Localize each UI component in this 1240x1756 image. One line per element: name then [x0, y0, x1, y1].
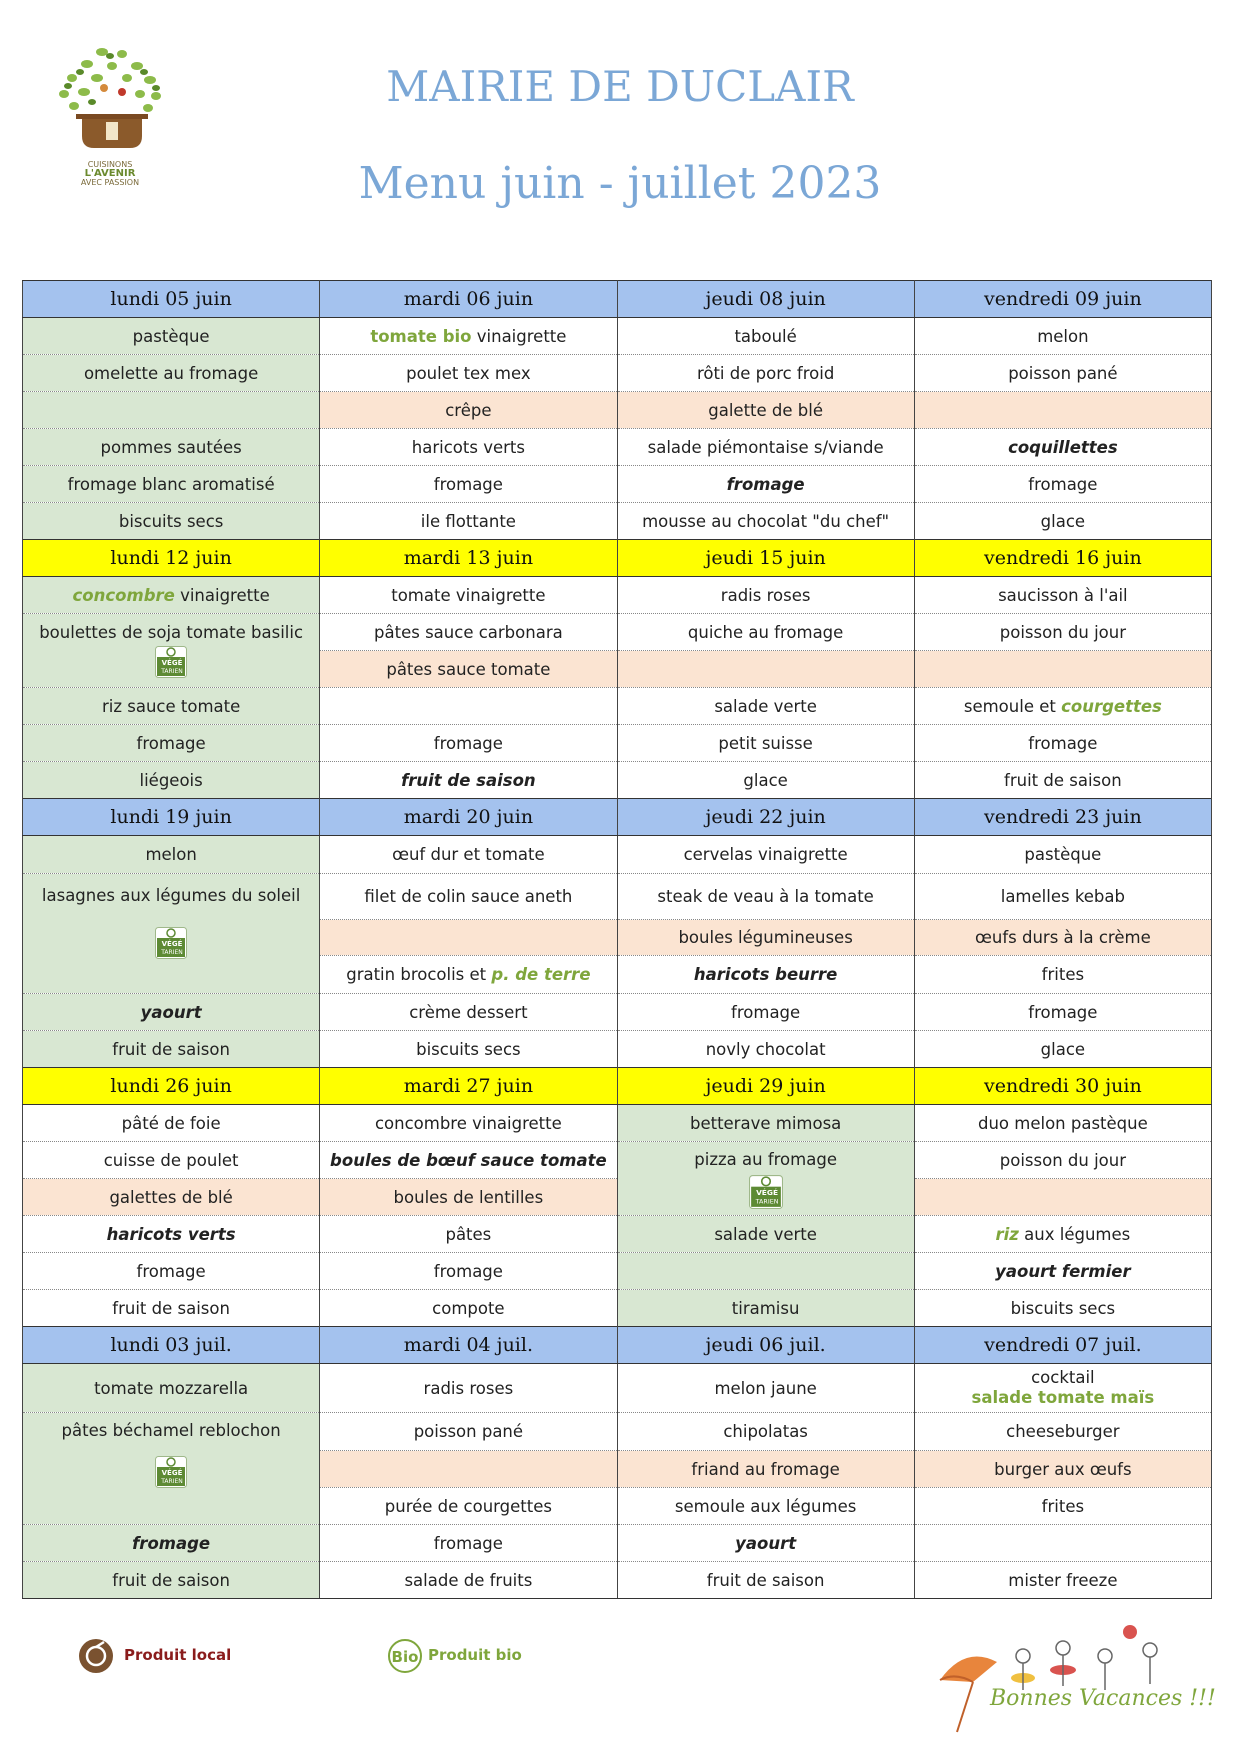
- alternative-cell: galettes de blé: [23, 1179, 320, 1216]
- menu-cell: radis roses: [320, 1364, 617, 1413]
- menu-text: boulettes de soja tomate basilic: [39, 623, 304, 642]
- menu-cell: concombre vinaigrette: [320, 1105, 617, 1142]
- week-1-day-headers: [23, 281, 1212, 318]
- day-header: vendredi 30 juin: [914, 1068, 1211, 1105]
- alternative-cell: [617, 651, 914, 688]
- day-header: jeudi 22 juin: [617, 799, 914, 836]
- menu-cell: cuisse de poulet: [23, 1142, 320, 1179]
- day-header: mardi 27 juin: [320, 1068, 617, 1105]
- week-2-dairy-row: [23, 725, 1212, 762]
- menu-cell: pastèque: [23, 318, 320, 355]
- menu-cell: riz sauce tomate: [23, 688, 320, 725]
- logo-text: [52, 160, 168, 187]
- menu-cell: salade verte: [617, 1216, 914, 1253]
- menu-cell: fruit de saison: [23, 1290, 320, 1327]
- day-header: vendredi 23 juin: [914, 799, 1211, 836]
- menu-cell: [320, 688, 617, 725]
- week-1-side-row: [23, 429, 1212, 466]
- alternative-cell: galette de blé: [617, 392, 914, 429]
- week-5-day-headers: [23, 1327, 1212, 1364]
- vegetarian-icon: [749, 1175, 783, 1209]
- menu-cell: chipolatas: [617, 1413, 914, 1451]
- menu-cell: cheeseburger: [914, 1413, 1211, 1451]
- menu-cell: tiramisu: [617, 1290, 914, 1327]
- menu-cell: ile flottante: [320, 503, 617, 540]
- menu-cell: duo melon pastèque: [914, 1105, 1211, 1142]
- menu-cell: fromage: [914, 994, 1211, 1031]
- week-3-main-row: [23, 874, 1212, 920]
- logo-line2: L'AVENIR: [84, 168, 136, 179]
- alternative-cell: [914, 1179, 1211, 1216]
- menu-cell: [23, 1413, 320, 1525]
- menu-cell: [914, 688, 1211, 725]
- bio-item: haricots verts: [23, 1216, 320, 1253]
- menu-cell: pâtes: [320, 1216, 617, 1253]
- alternative-cell: boules légumineuses: [617, 920, 914, 956]
- menu-text: vinaigrette: [180, 585, 270, 605]
- menu-table: [22, 280, 1212, 1599]
- logo-line1: CUISINONS: [87, 160, 133, 169]
- alternative-cell: [914, 392, 1211, 429]
- menu-cell: salade verte: [617, 688, 914, 725]
- menu-cell: frites: [914, 956, 1211, 994]
- menu-cell: [23, 392, 320, 429]
- logo-line3: AVEC PASSION: [80, 178, 140, 187]
- day-header: mardi 20 juin: [320, 799, 617, 836]
- menu-cell: semoule aux légumes: [617, 1488, 914, 1525]
- menu-cell: pommes sautées: [23, 429, 320, 466]
- menu-cell: melon: [914, 318, 1211, 355]
- menu-cell: rôti de porc froid: [617, 355, 914, 392]
- menu-cell: liégeois: [23, 762, 320, 799]
- menu-cell: poisson pané: [320, 1413, 617, 1451]
- page-subtitle: Menu juin - juillet 2023: [358, 158, 882, 209]
- legend-local: [78, 1638, 232, 1674]
- menu-text: vinaigrette: [476, 326, 567, 346]
- menu-text: aux légumes: [1024, 1224, 1131, 1244]
- svg-text:Bio: Bio: [391, 1648, 419, 1666]
- menu-cell: salade piémontaise s/viande: [617, 429, 914, 466]
- week-4-dessert-row: [23, 1290, 1212, 1327]
- week-1-dessert-row: [23, 503, 1212, 540]
- menu-cell: fruit de saison: [914, 762, 1211, 799]
- week-4-starter-row: [23, 1105, 1212, 1142]
- alternative-cell: [914, 651, 1211, 688]
- menu-cell: haricots verts: [320, 429, 617, 466]
- menu-cell: glace: [617, 762, 914, 799]
- day-header: lundi 03 juil.: [23, 1327, 320, 1364]
- menu-cell: [914, 1525, 1211, 1562]
- menu-cell: pâté de foie: [23, 1105, 320, 1142]
- local-product-icon: [78, 1638, 116, 1674]
- week-1-dairy-row: [23, 466, 1212, 503]
- menu-text: semoule et: [963, 696, 1056, 716]
- day-header: lundi 12 juin: [23, 540, 320, 577]
- day-header: jeudi 15 juin: [617, 540, 914, 577]
- menu-cell: glace: [914, 1031, 1211, 1068]
- menu-cell: [23, 577, 320, 614]
- week-2-main-row: [23, 614, 1212, 651]
- alternative-cell: crêpe: [320, 392, 617, 429]
- menu-cell: fromage blanc aromatisé: [23, 466, 320, 503]
- day-header: jeudi 06 juil.: [617, 1327, 914, 1364]
- menu-text: lasagnes aux légumes du soleil: [41, 886, 301, 905]
- bio-item: haricots beurre: [617, 956, 914, 994]
- menu-cell: radis roses: [617, 577, 914, 614]
- bio-item: fruit de saison: [320, 762, 617, 799]
- menu-cell: tomate vinaigrette: [320, 577, 617, 614]
- menu-cell: fromage: [320, 466, 617, 503]
- alternative-cell: [320, 920, 617, 956]
- menu-cell: [617, 1142, 914, 1216]
- day-header: vendredi 07 juil.: [914, 1327, 1211, 1364]
- menu-cell: fromage: [23, 1253, 320, 1290]
- bio-item: concombre: [72, 585, 175, 605]
- day-header: lundi 26 juin: [23, 1068, 320, 1105]
- week-5-main-row: [23, 1413, 1212, 1451]
- menu-cell: poisson pané: [914, 355, 1211, 392]
- legend-local-label: Produit local: [124, 1646, 232, 1664]
- menu-cell: omelette au fromage: [23, 355, 320, 392]
- menu-cell: fruit de saison: [23, 1031, 320, 1068]
- day-header: lundi 19 juin: [23, 799, 320, 836]
- day-header: jeudi 08 juin: [617, 281, 914, 318]
- week-1-main-row: [23, 355, 1212, 392]
- menu-cell: frites: [914, 1488, 1211, 1525]
- menu-cell: pâtes sauce carbonara: [320, 614, 617, 651]
- week-2-dessert-row: [23, 762, 1212, 799]
- menu-cell: fromage: [320, 1525, 617, 1562]
- week-2-starter-row: [23, 577, 1212, 614]
- week-5-starter-row: [23, 1364, 1212, 1413]
- menu-cell: melon: [23, 836, 320, 874]
- menu-cell: fromage: [320, 1253, 617, 1290]
- menu-cell: mister freeze: [914, 1562, 1211, 1599]
- menu-cell: saucisson à l'ail: [914, 577, 1211, 614]
- day-header: lundi 05 juin: [23, 281, 320, 318]
- menu-cell: biscuits secs: [320, 1031, 617, 1068]
- week-3-dessert-row: [23, 1031, 1212, 1068]
- week-4-side-row: [23, 1216, 1212, 1253]
- page-title: MAIRIE DE DUCLAIR: [386, 62, 854, 111]
- bio-item: salade tomate maïs: [971, 1388, 1155, 1407]
- menu-cell: melon jaune: [617, 1364, 914, 1413]
- menu-cell: filet de colin sauce aneth: [320, 874, 617, 920]
- menu-cell: fromage: [914, 466, 1211, 503]
- week-2-day-headers: [23, 540, 1212, 577]
- menu-cell: biscuits secs: [914, 1290, 1211, 1327]
- local-item: yaourt fermier: [914, 1253, 1211, 1290]
- menu-cell: salade de fruits: [320, 1562, 617, 1599]
- bio-item: fromage: [23, 1525, 320, 1562]
- alternative-cell: pâtes sauce tomate: [320, 651, 617, 688]
- bio-item: yaourt: [23, 994, 320, 1031]
- menu-cell: lamelles kebab: [914, 874, 1211, 920]
- menu-cell: fruit de saison: [23, 1562, 320, 1599]
- menu-text: pâtes béchamel reblochon: [61, 1421, 281, 1440]
- week-4-dairy-row: [23, 1253, 1212, 1290]
- bio-item: fromage: [617, 466, 914, 503]
- menu-cell: fromage: [23, 725, 320, 762]
- menu-cell: poisson du jour: [914, 1142, 1211, 1179]
- menu-cell: steak de veau à la tomate: [617, 874, 914, 920]
- menu-text: pizza au fromage: [694, 1150, 837, 1169]
- menu-cell: [23, 874, 320, 994]
- menu-cell: fromage: [914, 725, 1211, 762]
- menu-cell: tomate mozzarella: [23, 1364, 320, 1413]
- menu-cell: [617, 1253, 914, 1290]
- menu-cell: fruit de saison: [617, 1562, 914, 1599]
- menu-cell: [23, 614, 320, 688]
- day-header: mardi 04 juil.: [320, 1327, 617, 1364]
- legend-bio: [388, 1638, 522, 1674]
- day-header: vendredi 16 juin: [914, 540, 1211, 577]
- alternative-cell: [320, 1451, 617, 1488]
- alternative-cell: burger aux œufs: [914, 1451, 1211, 1488]
- day-header: mardi 06 juin: [320, 281, 617, 318]
- legend-bio-label: Produit bio: [428, 1646, 522, 1664]
- menu-cell: mousse au chocolat "du chef": [617, 503, 914, 540]
- menu-cell: [320, 318, 617, 355]
- menu-cell: pastèque: [914, 836, 1211, 874]
- bio-item: p. de terre: [491, 965, 591, 984]
- vegetarian-icon: [155, 1456, 187, 1488]
- bio-item: riz: [995, 1224, 1019, 1244]
- bio-item: coquillettes: [914, 429, 1211, 466]
- menu-cell: poulet tex mex: [320, 355, 617, 392]
- menu-cell: biscuits secs: [23, 503, 320, 540]
- bio-product-icon: [388, 1638, 424, 1674]
- menu-cell: novly chocolat: [617, 1031, 914, 1068]
- menu-cell: purée de courgettes: [320, 1488, 617, 1525]
- week-4-day-headers: [23, 1068, 1212, 1105]
- vegetarian-icon: [155, 646, 187, 678]
- day-header: vendredi 09 juin: [914, 281, 1211, 318]
- week-2-side-row: [23, 688, 1212, 725]
- menu-cell: [914, 1216, 1211, 1253]
- week-4-main-row: [23, 1142, 1212, 1179]
- week-5-dairy-row: [23, 1525, 1212, 1562]
- vegetarian-icon: [155, 927, 187, 959]
- menu-cell: [914, 1364, 1211, 1413]
- menu-text: cocktail: [1031, 1368, 1095, 1387]
- menu-cell: œuf dur et tomate: [320, 836, 617, 874]
- menu-cell: glace: [914, 503, 1211, 540]
- menu-cell: taboulé: [617, 318, 914, 355]
- menu-cell: betterave mimosa: [617, 1105, 914, 1142]
- bio-item: tomate bio: [370, 326, 472, 346]
- bio-item: courgettes: [1061, 696, 1162, 716]
- week-3-day-headers: [23, 799, 1212, 836]
- menu-cell: fromage: [617, 994, 914, 1031]
- week-3-starter-row: [23, 836, 1212, 874]
- menu-cell: cervelas vinaigrette: [617, 836, 914, 874]
- menu-cell: quiche au fromage: [617, 614, 914, 651]
- bonnes-vacances-text: Bonnes Vacances !!!: [990, 1686, 1216, 1711]
- menu-text: gratin brocolis et: [346, 965, 487, 984]
- menu-cell: crème dessert: [320, 994, 617, 1031]
- menu-cell: [320, 956, 617, 994]
- week-1-alternative-row: [23, 392, 1212, 429]
- menu-cell: poisson du jour: [914, 614, 1211, 651]
- alternative-cell: boules de lentilles: [320, 1179, 617, 1216]
- menu-cell: fromage: [320, 725, 617, 762]
- day-header: mardi 13 juin: [320, 540, 617, 577]
- alternative-cell: œufs durs à la crème: [914, 920, 1211, 956]
- alternative-cell: friand au fromage: [617, 1451, 914, 1488]
- menu-cell: petit suisse: [617, 725, 914, 762]
- week-3-dairy-row: [23, 994, 1212, 1031]
- vacances-illustration: [935, 1620, 1185, 1740]
- bio-item: boules de bœuf sauce tomate: [320, 1142, 617, 1179]
- menu-cell: compote: [320, 1290, 617, 1327]
- day-header: jeudi 29 juin: [617, 1068, 914, 1105]
- week-5-dessert-row: [23, 1562, 1212, 1599]
- week-1-starter-row: [23, 318, 1212, 355]
- bio-item: yaourt: [617, 1525, 914, 1562]
